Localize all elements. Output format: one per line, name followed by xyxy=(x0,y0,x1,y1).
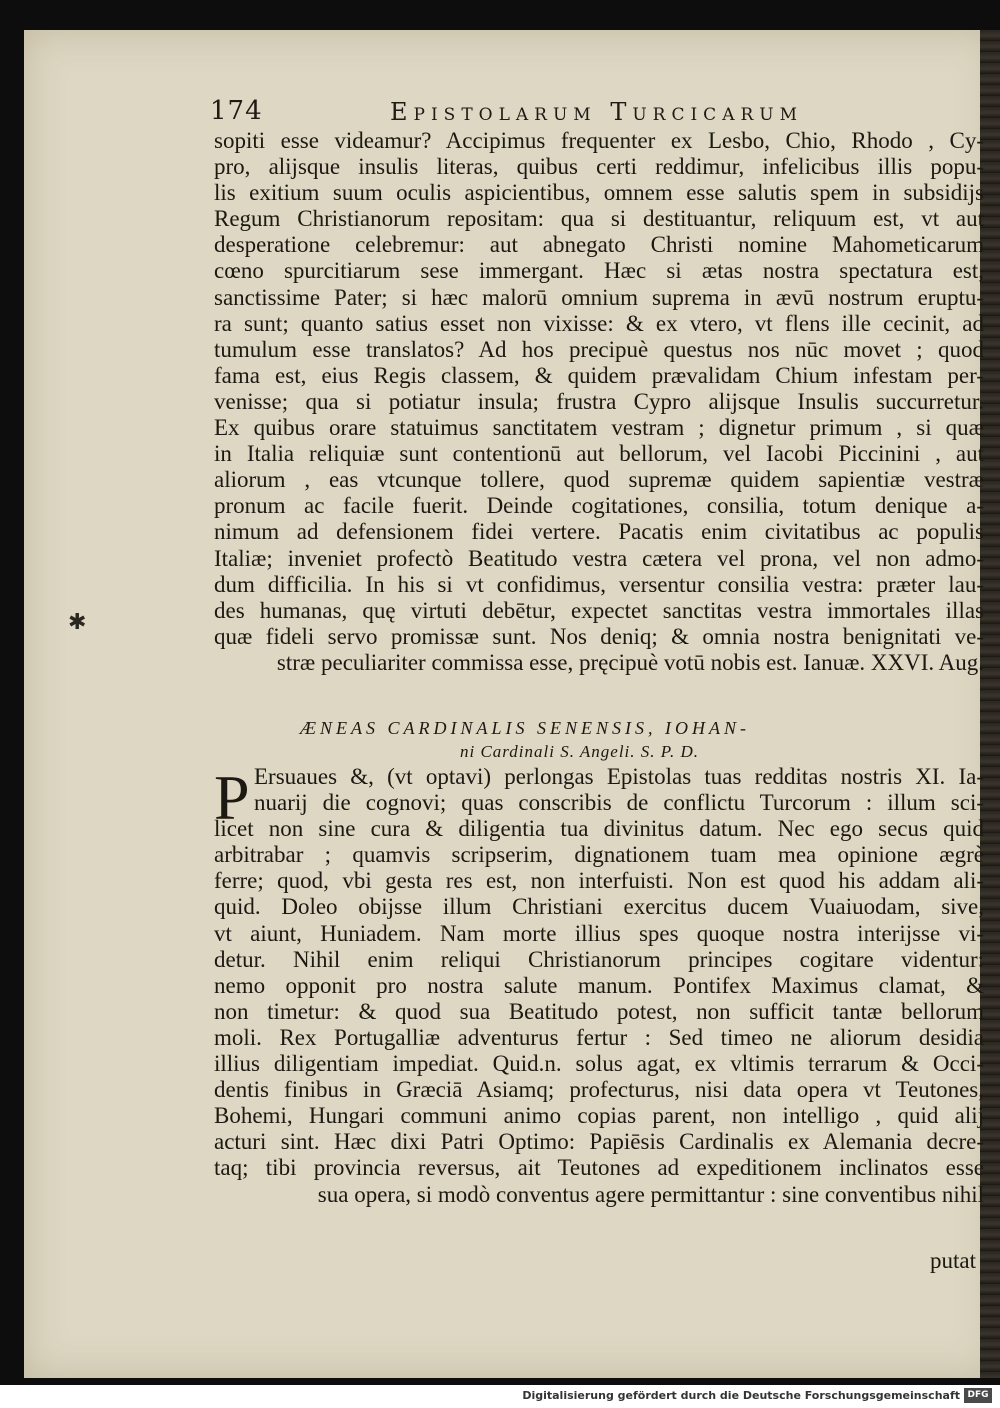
text-line: in Italia reliquiæ sunt contentionū aut bellorum, vel Iacobi Piccinini , aut xyxy=(214,441,984,467)
page-number: 174 xyxy=(210,96,263,126)
letter-heading xyxy=(300,716,900,764)
text-line: Ersuaues &, (vt optavi) perlongas Epistolas tuas redditas nostris XI. Ia- xyxy=(254,764,984,789)
text-line: Regum Christianorum repositam: qua si destituantur, reliquum est, vt aut xyxy=(214,206,984,232)
text-line: taq; tibi provincia reversus, ait Teutones ad expeditionem inclinatos esse xyxy=(214,1155,984,1181)
text-line: detur. Nihil enim reliqui Christianorum principes cogitare videntur: xyxy=(214,946,984,972)
text-line: sopiti esse videamur? Accipimus frequenter ex Lesbo, Chio, Rhodo , Cy- xyxy=(214,128,984,153)
letter-lines xyxy=(214,764,984,1208)
dfg-logo: DFG xyxy=(964,1388,992,1403)
text-line: ra sunt; quanto satius esset non vixisse: & ex vtero, vt flens ille cecinit, ad xyxy=(214,310,984,336)
letter-heading-line-2: ni Cardinali S. Angeli. S. P. D. xyxy=(460,742,700,761)
text-line: stræ peculiariter commissa esse, pręcipuè votū nobis est. Ianuæ. XXVI. Aug. xyxy=(276,649,984,675)
letter-heading-line-1: ÆNEAS CARDINALIS SENENSIS, IOHAN- xyxy=(300,718,750,738)
text-line: sua opera, si modò conventus agere permittantur : sine conventibus nihil xyxy=(317,1181,984,1207)
text-line: acturi sint. Hæc dixi Patri Optimo: Papiēsis Cardinalis ex Alemania decre- xyxy=(214,1129,984,1155)
text-line: Italiæ; inveniet profectò Beatitudo vestra cætera vel prona, vel non admo- xyxy=(214,545,984,571)
catchword: putat xyxy=(930,1248,976,1273)
text-line: arbitrabar ; quamvis scripserim, dignationem tuam mea opinione ægrè xyxy=(214,842,984,868)
text-line: pro, alijsque insulis literas, quibus certi reddimur, infelicibus illis popu- xyxy=(214,154,984,180)
running-title: Epistolarum Turcicarum xyxy=(390,98,803,126)
text-line: licet non sine cura & diligentia tua divinitus datum. Nec ego secus quid xyxy=(214,816,984,842)
drop-cap: P xyxy=(214,762,250,833)
text-line: moli. Rex Portugalliæ adventurus fertur : Sed timeo ne aliorum desidia xyxy=(214,1024,984,1050)
margin-mark: ✱ xyxy=(68,610,87,635)
text-line: tumulum esse translatos? Ad hos precipuè questus nos nūc movet ; quod xyxy=(214,336,984,362)
text-line: cœno spurcitiarum sese immergant. Hæc si ætas nostra spectatura est, xyxy=(214,258,984,284)
text-line: des humanas, quę virtuti debētur, expectet sanctitas vestra immortales illas xyxy=(214,597,984,623)
text-line: quid. Doleo obijsse illum Christiani exercitus ducem Vuaiuodam, sive, xyxy=(214,894,984,920)
text-line: Ex quibus orare statuimus sanctitatem vestram ; dignetur primum , si quæ xyxy=(214,415,984,441)
body-text xyxy=(214,128,984,676)
text-line: Bohemi, Hungari communi animo copias parent, non intelligo , quid alij xyxy=(214,1103,984,1129)
text-line: vt aiunt, Huniadem. Nam morte illius spes quoque nostra interijsse vi- xyxy=(214,920,984,946)
footer-credit: Digitalisierung gefördert durch die Deutsche Forschungsgemeinschaft xyxy=(522,1389,960,1402)
text-line: lis exitium suum oculis aspicientibus, omnem esse salutis spem in subsidijs xyxy=(214,180,984,206)
text-line: venisse; qua si potiatur insula; frustra Cypro alijsque Insulis succurretur. xyxy=(214,388,984,414)
text-line: quæ fideli servo promissæ sunt. Nos deniq; & omnia nostra benignitati ve- xyxy=(214,623,984,649)
text-line: ferre; quod, vbi gesta res est, non interfuisti. Non est quod his addam ali- xyxy=(214,868,984,894)
text-line: nuarij die cognovi; quas conscribis de conflictu Turcorum : illum sci- xyxy=(254,790,984,816)
text-line: illius diligentiam impediat. Quid.n. solus agat, ex vltimis terrarum & Occi- xyxy=(214,1051,984,1077)
letter-text xyxy=(214,764,984,1208)
text-line: nemo opponit pro nostra salute manum. Pontifex Maximus clamat, & xyxy=(214,972,984,998)
text-line: desperatione celebremur: aut abnegato Christi nomine Mahometicarum xyxy=(214,232,984,258)
text-line: aliorum , eas vtcunque tollere, quod supremæ quidem sapientiæ vestræ xyxy=(214,467,984,493)
text-line: fama est, eius Regis classem, & quidem prævalidam Chium infestam per- xyxy=(214,362,984,388)
text-line: dentis finibus in Græciā Asiamq; profecturus, nisi data opera vt Teutones, xyxy=(214,1077,984,1103)
text-line: sanctissime Pater; si hæc malorū omnium suprema in ævū nostrum eruptu- xyxy=(214,284,984,310)
text-line: pronum ac facile fuerit. Deinde cogitationes, consilia, totum denique a- xyxy=(214,493,984,519)
text-line: non timetur: & quod sua Beatitudo potest, non sufficit tantæ bellorum xyxy=(214,998,984,1024)
text-line: dum difficilia. In his si vt confidimus, versentur consilia vestra: præter lau- xyxy=(214,571,984,597)
text-line: nimum ad defensionem fidei vertere. Pacatis enim civitatibus ac populis xyxy=(214,519,984,545)
footer xyxy=(0,1385,1000,1408)
